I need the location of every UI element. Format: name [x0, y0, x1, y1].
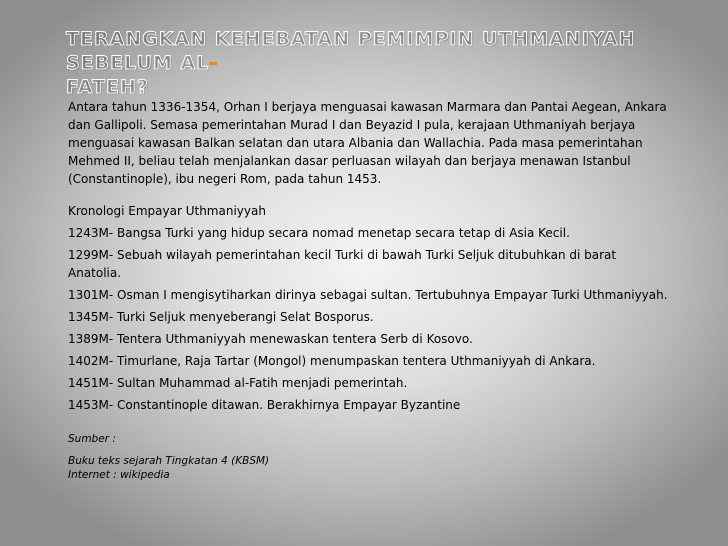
timeline-item: 1243M- Bangsa Turki yang hidup secara nomad menetap secara tetap di Asia Kecil.: [68, 226, 570, 240]
timeline-item: 1451M- Sultan Muhammad al-Fatih menjadi pemerintah.: [68, 376, 408, 390]
slide-content: [68, 98, 668, 482]
timeline-item: 1301M- Osman I mengisytiharkan dirinya sebagai sultan. Tertubuhnya Empayar Turki Uthmaniyyah.: [68, 288, 668, 302]
intro-paragraph: Antara tahun 1336-1354, Orhan I berjaya menguasai kawasan Marmara dan Pantai Aegean, Ankara dan Gallipoli. Semasa pemerintahan Murad I dan Beyazid I pula, kerajaan Uthmaniyah berjaya menguasai kawasan Balkan selatan dan utara Albania dan Wallachia. Pada masa pemerintahan Mehmed II, beliau telah menjalankan dasar perluasan wilayah dan berjaya menawan Istanbul (Constantinople), ibu negeri Rom, pada tahun 1453.: [68, 100, 667, 186]
slide-title-part1: TERANGKAN KEHEBATAN PEMIMPIN UTHMANIYAH SEBELUM AL: [66, 28, 636, 74]
slide-title-part2: FATEH?: [66, 76, 149, 98]
source-line: Internet : wikipedia: [68, 469, 170, 481]
kronologi-heading: Kronologi Empayar Uthmaniyyah: [68, 204, 266, 218]
title-dash: [209, 62, 217, 65]
timeline-item: 1453M- Constantinople ditawan. Berakhirnya Empayar Byzantine: [68, 398, 461, 412]
source-label: Sumber :: [68, 433, 116, 445]
source-line: Buku teks sejarah Tingkatan 4 (KBSM): [68, 455, 270, 467]
timeline-item: 1345M- Turki Seljuk menyeberangi Selat Bosporus.: [68, 310, 374, 324]
timeline-item: 1402M- Timurlane, Raja Tartar (Mongol) menumpaskan tentera Uthmaniyyah di Ankara.: [68, 354, 596, 368]
timeline-item: 1389M- Tentera Uthmaniyyah menewaskan tentera Serb di Kosovo.: [68, 332, 473, 346]
timeline-item: 1299M- Sebuah wilayah pemerintahan kecil Turki di bawah Turki Seljuk ditubuhkan di barat Anatolia.: [68, 248, 617, 280]
slide-title: [66, 27, 706, 99]
